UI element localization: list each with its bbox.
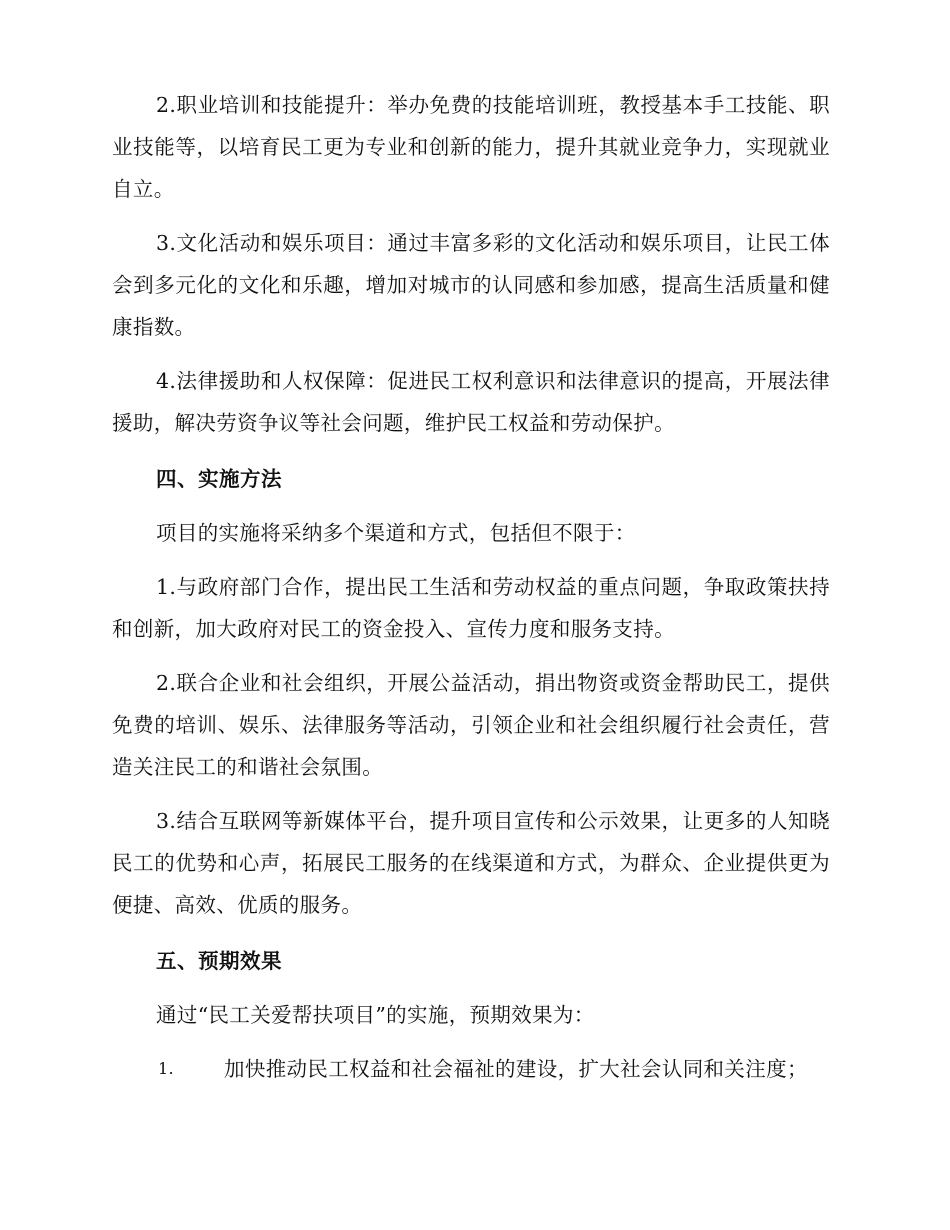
document-body bbox=[112, 84, 830, 1090]
paragraph-vocational-training: 2.职业培训和技能提升：举办免费的技能培训班，教授基本手工技能、职业技能等，以培育民工更为专业和创新的能力，提升其就业竞争力，实现就业自立。 bbox=[112, 93, 830, 201]
section-heading-implementation: 四、实施方法 bbox=[156, 467, 282, 491]
paragraph-enterprise-cooperation: 2.联合企业和社会组织，开展公益活动，捐出物资或资金帮助民工，提供免费的培训、娱乐、法律服务等活动，引领企业和社会组织履行社会责任，营造关注民工的和谐社会氛围。 bbox=[112, 671, 830, 779]
paragraph-implementation-intro: 项目的实施将采纳多个渠道和方式，包括但不限于： bbox=[156, 521, 636, 545]
list-item-text: 加快推动民工权益和社会福祉的建设，扩大社会认同和关注度； bbox=[224, 1057, 808, 1081]
list-item-number: 1. bbox=[158, 1059, 174, 1078]
section-heading-expected-results: 五、预期效果 bbox=[156, 949, 282, 973]
list-item bbox=[112, 1048, 830, 1090]
paragraph-expected-intro: 通过“民工关爱帮扶项目”的实施，预期效果为： bbox=[156, 1003, 595, 1027]
paragraph-cultural-activities: 3.文化活动和娱乐项目：通过丰富多彩的文化活动和娱乐项目，让民工体会到多元化的文化和乐趣，增加对城市的认同感和参加感，提高生活质量和健康指数。 bbox=[112, 231, 830, 339]
paragraph-internet-media: 3.结合互联网等新媒体平台，提升项目宣传和公示效果，让更多的人知晓民工的优势和心声，拓展民工服务的在线渠道和方式，为群众、企业提供更为便捷、高效、优质的服务。 bbox=[112, 809, 830, 917]
paragraph-government-cooperation: 1.与政府部门合作，提出民工生活和劳动权益的重点问题，争取政策扶持和创新，加大政府对民工的资金投入、宣传力度和服务支持。 bbox=[112, 575, 830, 641]
paragraph-legal-aid: 4.法律援助和人权保障：促进民工权利意识和法律意识的提高，开展法律援助，解决劳资争议等社会问题，维护民工权益和劳动保护。 bbox=[112, 369, 830, 435]
